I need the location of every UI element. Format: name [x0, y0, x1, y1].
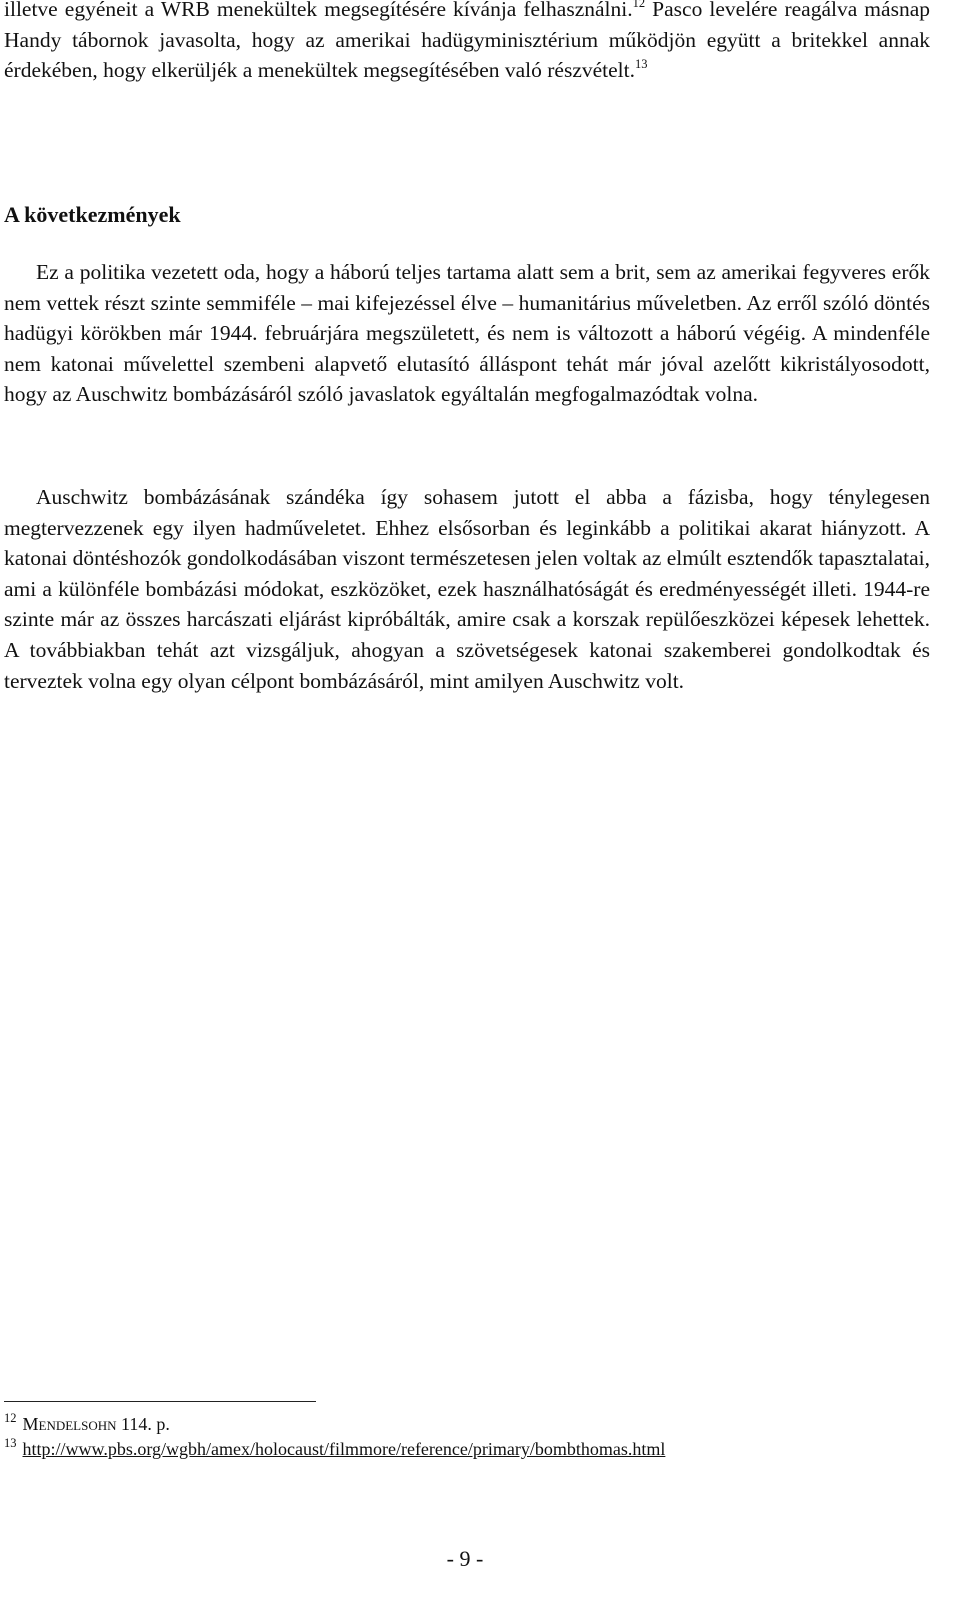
intro-text-b: Pasco levelére reagálva másnap Handy tábornok javasolta, hogy az amerikai hadügyminisztérium működjön együtt a britekkel annak érdekében, hogy elkerüljék a menekültek megsegítésében való részvételt. [4, 0, 930, 83]
footnote-citation: 114. p. [116, 1414, 170, 1434]
intro-paragraph [4, 0, 930, 86]
body-paragraph-1: Ez a politika vezetett oda, hogy a háború teljes tartama alatt sem a brit, sem az amerikai fegyveres erők nem vettek részt szinte semmiféle – mai kifejezéssel élve – humanitárius műveletben. Az erről szóló döntés hadügyi körökben már 1944. februárjára megszületett, és nem is változott a háború végéig. A mindenféle nem katonai művelettel szembeni alapvető elutasító álláspont tehát már jóval azelőtt kikristályosodott, hogy az Auschwitz bombázásáról szóló javaslatok egyáltalán megfogalmazódtak volna. [4, 260, 930, 407]
body-paragraph-2: Auschwitz bombázásának szándéka így sohasem jutott el abba a fázisba, hogy ténylegesen megtervezzenek egy ilyen hadműveletet. Ehhez elsősorban és leginkább a politikai akarat hiányzott. A katonai döntéshozók gondolkodásában viszont természetesen jelen voltak az elmúlt esztendők tapasztalatai, ami a különféle bombázási módokat, eszközöket, ezek használhatóságát és eredményességét illeti. 1944-re szinte már az összes harcászati eljárást kipróbálták, amire csak a korszak repülőeszközei képesek lehettek. A továbbiakban tehát azt vizsgáljuk, ahogyan a szövetségesek katonai szakemberei gondolkodtak és terveztek volna egy olyan célpont bombázásáról, mint amilyen Auschwitz volt. [4, 485, 930, 693]
section-heading: A következmények [4, 202, 181, 227]
footnote-number: 13 [4, 1436, 17, 1450]
footnote-ref-13[interactable]: 13 [635, 57, 648, 72]
footnote-12 [4, 1413, 930, 1435]
footnote-divider [4, 1401, 316, 1402]
intro-text-a: illetve egyéneit a WRB menekültek megsegítésére kívánja felhasználni. [4, 0, 633, 21]
footnote-number: 12 [4, 1411, 17, 1425]
footnote-author: Mendelsohn [22, 1414, 117, 1434]
footnote-13 [4, 1438, 930, 1460]
footnote-ref-12[interactable]: 12 [632, 0, 646, 10]
page-number: - 9 - [446, 1546, 484, 1571]
footnote-link[interactable]: http://www.pbs.org/wgbh/amex/holocaust/filmmore/reference/primary/bombthomas.html [22, 1439, 666, 1459]
